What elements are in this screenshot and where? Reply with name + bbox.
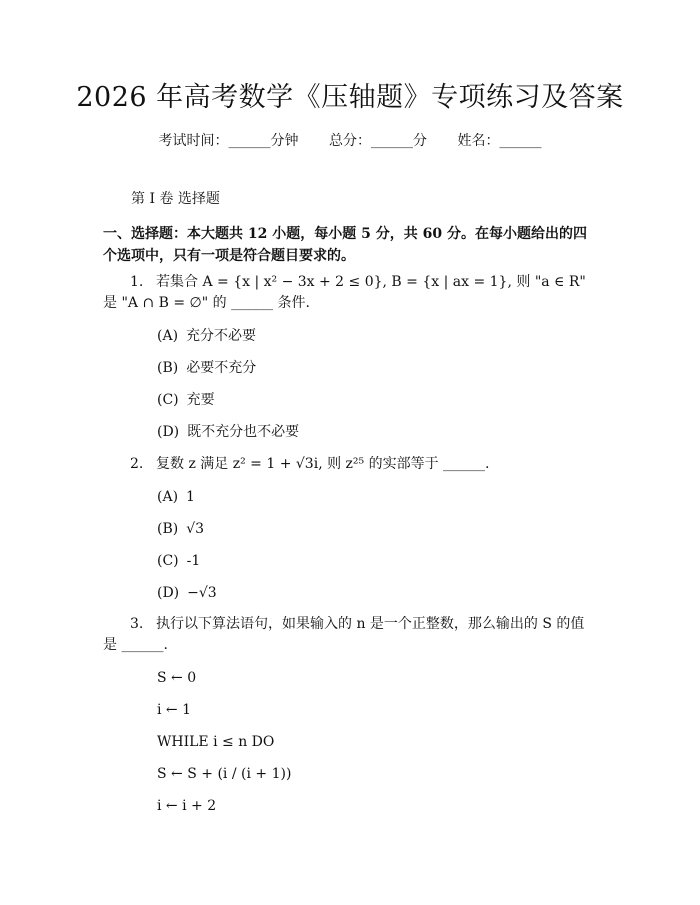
- question-number: 2.: [130, 456, 144, 472]
- option-d: [157, 583, 217, 603]
- exam-meta: [0, 131, 700, 151]
- question-3: [103, 614, 598, 656]
- volume-heading: 第 I 卷 选择题: [131, 191, 220, 207]
- option-label: (D): [157, 424, 180, 440]
- option-b: [157, 358, 256, 378]
- option-text: 充分不必要: [186, 328, 257, 344]
- option-label: (B): [157, 360, 179, 376]
- option-label: (C): [157, 553, 179, 569]
- option-text: 1: [186, 489, 195, 505]
- page-title: 2026 年高考数学《压轴题》专项练习及答案: [76, 82, 624, 113]
- code-line: S ← S + (i / (i + 1)): [157, 766, 292, 782]
- option-text: 充要: [186, 392, 215, 408]
- option-label: (D): [157, 585, 180, 601]
- option-text: -1: [186, 553, 201, 569]
- question-1: [103, 272, 598, 314]
- exam-time-field: 考试时间：______分钟: [158, 133, 299, 149]
- option-label: (A): [157, 328, 179, 344]
- option-label: (B): [157, 521, 179, 537]
- question-text: 若集合 A = {x | x² − 3x + 2 ≤ 0}, B = {x | ax = 1}, 则 "a ∈ R" 是 "A ∩ B = ∅" 的 ______ 条件.: [103, 274, 586, 311]
- option-text: √3: [186, 521, 205, 537]
- code-line: i ← 1: [157, 702, 192, 718]
- question-text: 复数 z 满足 z² = 1 + √3i, 则 z²⁵ 的实部等于 ______.: [156, 456, 490, 472]
- section-heading: 一、选择题：本大题共 12 小题，每小题 5 分，共 60 分。在每小题给出的四个选项中，只有一项是符合题目要求的。: [103, 226, 587, 264]
- option-b: [157, 519, 204, 539]
- question-text: 执行以下算法语句，如果输入的 n 是一个正整数，那么输出的 S 的值是 ______.: [103, 616, 585, 653]
- option-c: [157, 390, 215, 410]
- name-field: 姓名：______: [457, 133, 542, 149]
- option-label: (C): [157, 392, 179, 408]
- code-line: WHILE i ≤ n DO: [157, 734, 275, 750]
- option-c: [157, 551, 200, 571]
- question-number: 3.: [130, 616, 144, 632]
- option-text: 既不充分也不必要: [187, 424, 300, 440]
- option-a: [157, 487, 195, 507]
- code-line: i ← i + 2: [157, 798, 217, 814]
- question-2: [103, 454, 598, 475]
- question-number: 1.: [130, 274, 144, 290]
- option-text: 必要不充分: [186, 360, 257, 376]
- option-a: [157, 326, 256, 346]
- option-d: [157, 422, 299, 442]
- total-score-field: 总分：______分: [329, 133, 427, 149]
- option-text: −√3: [187, 585, 217, 601]
- code-line: S ← 0: [157, 670, 197, 686]
- option-label: (A): [157, 489, 179, 505]
